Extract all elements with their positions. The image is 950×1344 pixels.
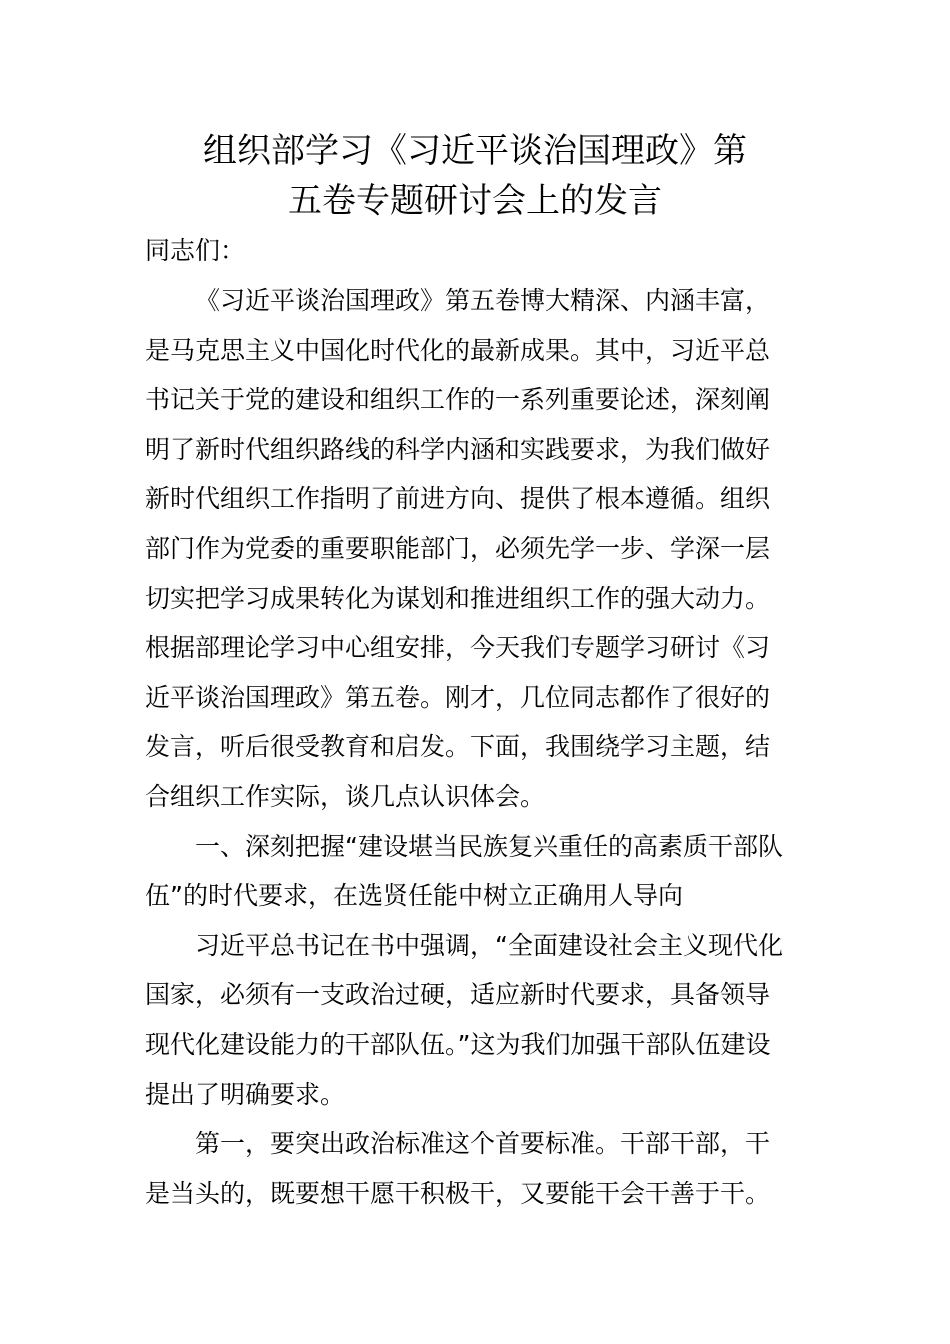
paragraph-line: 提出了明确要求。 (145, 1080, 346, 1109)
paragraph-line: 书记关于党的建设和组织工作的一系列重要论述，深刻阐 (145, 385, 771, 414)
paragraph-line: 合组织工作实际，谈几点认识体会。 (145, 782, 546, 811)
document-title-line-2: 五卷专题研讨会上的发言 (288, 181, 662, 221)
paragraph-line: 国家，必须有一支政治过硬，适应新时代要求，具备领导 (145, 980, 771, 1009)
paragraph-line: 明了新时代组织路线的科学内涵和实践要求，为我们做好 (145, 435, 771, 464)
paragraph-line: 是当头的，既要想干愿干积极干，又要能干会干善于干。 (145, 1179, 771, 1208)
paragraph-line: 发言，听后很受教育和启发。下面，我围绕学习主题，结 (145, 732, 771, 761)
paragraph-line: 现代化建设能力的干部队伍。”这为我们加强干部队伍建设 (145, 1030, 771, 1059)
paragraph-line: 新时代组织工作指明了前进方向、提供了根本遵循。组织 (145, 484, 771, 513)
paragraph-line: 切实把学习成果转化为谋划和推进组织工作的强大动力。 (145, 584, 771, 613)
paragraph-line: 是马克思主义中国化时代化的最新成果。其中，习近平总 (145, 336, 771, 365)
greeting: 同志们： (145, 236, 246, 265)
paragraph-line: 根据部理论学习中心组安排，今天我们专题学习研讨《习 (145, 633, 771, 662)
paragraph-line: 习近平总书记在书中强调，“全面建设社会主义现代化 (195, 931, 783, 960)
section-heading-line: 一、深刻把握“建设堪当民族复兴重任的高素质干部队 (195, 832, 783, 861)
paragraph-line: 第一，要突出政治标准这个首要标准。干部干部，干 (195, 1129, 771, 1158)
paragraph-line: 部门作为党委的重要职能部门，必须先学一步、学深一层 (145, 534, 771, 563)
document-title-line-1: 组织部学习《习近平谈治国理政》第 (203, 131, 747, 171)
section-heading-line: 伍”的时代要求，在选贤任能中树立正确用人导向 (145, 881, 683, 910)
paragraph-line: 近平谈治国理政》第五卷。刚才，几位同志都作了很好的 (145, 683, 771, 712)
paragraph-line: 《习近平谈治国理政》第五卷博大精深、内涵丰富， (195, 286, 771, 315)
